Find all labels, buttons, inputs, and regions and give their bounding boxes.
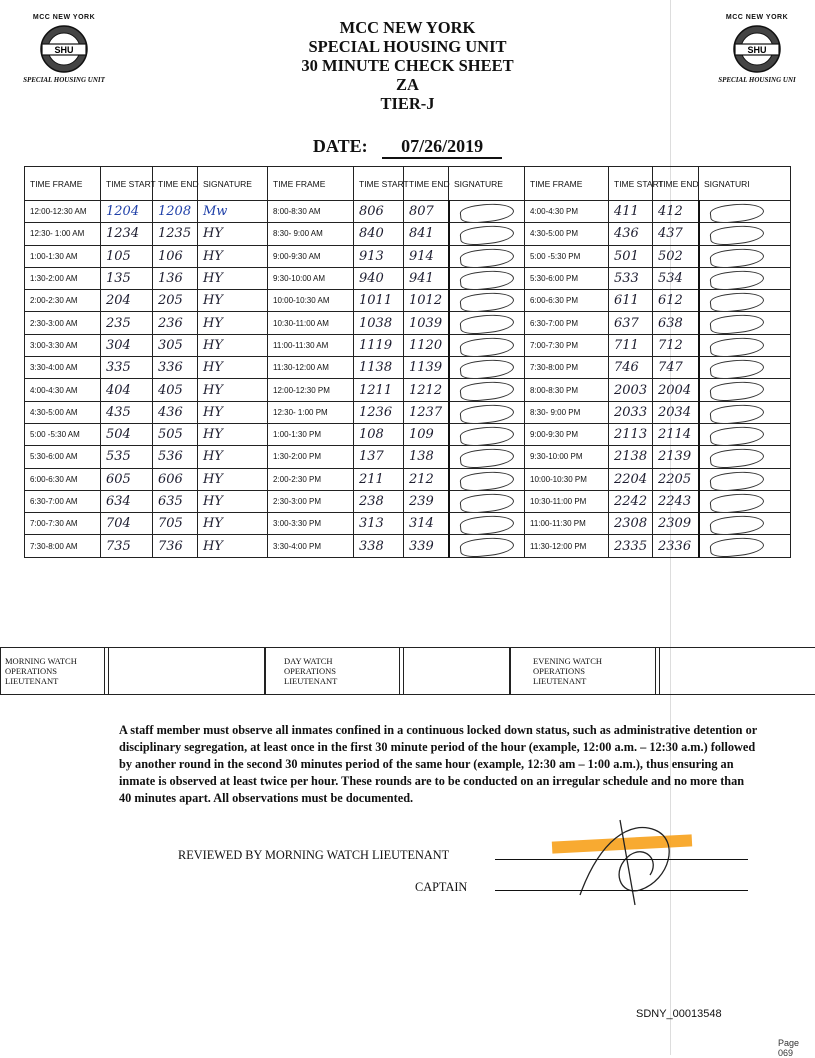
time-frame-cell: 11:30-12:00 PM [525,535,609,557]
time-end-cell: 106 [153,245,198,267]
title-line: 30 MINUTE CHECK SHEET [301,56,514,75]
time-end-cell: 502 [653,245,699,267]
time-start-cell: 135 [101,267,153,289]
header-cell: TIME FRAME [268,167,354,201]
signature-cell: HY [198,379,268,401]
header-cell: SIGNATURE [449,167,525,201]
time-frame-cell: 8:30- 9:00 PM [525,401,609,423]
signature-cell [449,267,525,289]
time-frame-cell: 6:30-7:00 AM [25,490,101,512]
time-start-cell: 335 [101,357,153,379]
time-end-cell: 841 [404,223,449,245]
time-end-cell: 1139 [404,357,449,379]
time-start-cell: 605 [101,468,153,490]
document-title [250,18,565,113]
header-cell: SIGNATURI [699,167,791,201]
policy-paragraph: A staff member must observe all inmates confined in a continuous locked down status, such as administrative detention or disciplinary segregation, at least once in the first 30 minute period of the hour (example, 12:00 a.m. – 12:30 a.m.) followed by another round in the second 30 minutes period of the same hour (example, 12:30 am – 1:00 a.m.), thus ensuring an inmate is observed at least twice per hour. These rounds are to be conducted on an irregular schedule and no more than 40 minutes apart. All observations must be documented. [119,723,757,805]
time-end-cell: 2309 [653,513,699,535]
table-row [25,490,791,512]
time-start-cell: 2308 [609,513,653,535]
signature-cell [699,357,791,379]
time-frame-cell: 9:00-9:30 AM [268,245,354,267]
table-row [25,290,791,312]
watch-label-line: LIEUTENANT [533,676,587,686]
captain-line [495,890,748,891]
header-cell: TIME FRAME [525,167,609,201]
signature-cell: HY [198,223,268,245]
signature-cell: HY [198,423,268,445]
time-end-cell: 505 [153,423,198,445]
table-row [25,535,791,557]
signature-cell: HY [198,513,268,535]
evening-watch-label [533,656,602,686]
signature-cell [449,223,525,245]
title-line: SPECIAL HOUSING UNIT [308,37,507,56]
watch-label-line: LIEUTENANT [284,676,338,686]
time-frame-cell: 6:00-6:30 AM [25,468,101,490]
time-frame-cell: 1:30-2:00 PM [268,446,354,468]
time-start-cell: 2335 [609,535,653,557]
time-frame-cell: 5:00 -5:30 AM [25,423,101,445]
time-start-cell: 313 [354,513,404,535]
watch-label-line: EVENING WATCH [533,656,603,666]
signature-cell [449,535,525,557]
title-line: MCC NEW YORK [339,18,476,37]
time-frame-cell: 2:30-3:00 AM [25,312,101,334]
time-start-cell: 535 [101,446,153,468]
time-end-cell: 305 [153,334,198,356]
table-row [25,423,791,445]
watch-label-line: OPERATIONS [5,666,57,676]
signature-cell [699,490,791,512]
time-end-cell: 2139 [653,446,699,468]
time-frame-cell: 12:00-12:30 AM [25,201,101,223]
time-start-cell: 105 [101,245,153,267]
time-start-cell: 1138 [354,357,404,379]
time-start-cell: 501 [609,245,653,267]
time-start-cell: 137 [354,446,404,468]
time-start-cell: 211 [354,468,404,490]
signature-cell [449,468,525,490]
signature-cell [449,290,525,312]
time-frame-cell: 6:30-7:00 PM [525,312,609,334]
time-start-cell: 108 [354,423,404,445]
time-end-cell: 1208 [153,201,198,223]
morning-watch-box [0,647,265,695]
signature-cell [449,201,525,223]
time-end-cell: 138 [404,446,449,468]
time-frame-cell: 5:00 -5:30 PM [525,245,609,267]
date-row [0,136,815,159]
signature-cell [449,446,525,468]
header-cell: TIME END [404,167,449,201]
time-frame-cell: 8:00-8:30 PM [525,379,609,401]
time-frame-cell: 4:00-4:30 AM [25,379,101,401]
shu-seal-icon [729,24,785,74]
time-frame-cell: 12:00-12:30 PM [268,379,354,401]
signature-cell: HY [198,312,268,334]
signature-cell [699,267,791,289]
time-frame-cell: 3:30-4:00 PM [268,535,354,557]
watch-label-line: LIEUTENANT [5,676,59,686]
time-frame-cell: 10:30-11:00 AM [268,312,354,334]
time-start-cell: 637 [609,312,653,334]
logo-left [14,14,114,84]
time-start-cell: 1234 [101,223,153,245]
time-end-cell: 236 [153,312,198,334]
time-end-cell: 712 [653,334,699,356]
logo-right [707,14,807,84]
page-number: Page 069 [778,1038,800,1058]
time-start-cell: 735 [101,535,153,557]
captain-label: CAPTAIN [415,880,468,894]
time-end-cell: 405 [153,379,198,401]
time-end-cell: 2004 [653,379,699,401]
signature-cell: HY [198,334,268,356]
table-row [25,401,791,423]
logo-left-top-text: MCC NEW YORK [32,14,96,21]
time-frame-cell: 1:00-1:30 AM [25,245,101,267]
time-end-cell: 705 [153,513,198,535]
signature-cell: HY [198,446,268,468]
bates-number: SDNY_00013548 [636,1008,722,1020]
signature-cell: HY [198,535,268,557]
time-end-cell: 436 [153,401,198,423]
time-start-cell: 504 [101,423,153,445]
evening-watch-signature [655,648,815,694]
signature-cell: HY [198,245,268,267]
signature-cell [699,334,791,356]
check-sheet-table [24,166,791,558]
time-frame-cell: 9:00-9:30 PM [525,423,609,445]
reviewed-by-label: REVIEWED BY MORNING WATCH LIEUTENANT [178,848,450,862]
time-end-cell: 2336 [653,535,699,557]
time-frame-cell: 3:30-4:00 AM [25,357,101,379]
time-frame-cell: 1:30-2:00 AM [25,267,101,289]
morning-watch-label [5,656,77,686]
time-end-cell: 606 [153,468,198,490]
time-end-cell: 339 [404,535,449,557]
signature-cell [699,535,791,557]
signature-cell [449,490,525,512]
time-end-cell: 109 [404,423,449,445]
header-cell: TIME END [653,167,699,201]
svg-text:SHU: SHU [747,45,767,55]
time-frame-cell: 5:30-6:00 AM [25,446,101,468]
day-watch-box [265,647,510,695]
time-frame-cell: 2:30-3:00 PM [268,490,354,512]
table-row [25,267,791,289]
time-frame-cell: 9:30-10:00 PM [525,446,609,468]
time-frame-cell: 7:30-8:00 PM [525,357,609,379]
signature-cell: HY [198,357,268,379]
signature-cell [699,468,791,490]
time-frame-cell: 5:30-6:00 PM [525,267,609,289]
time-frame-cell: 7:00-7:30 PM [525,334,609,356]
logo-left-bottom-text: SPECIAL HOUSING UNIT [23,76,105,84]
time-end-cell: 2114 [653,423,699,445]
time-end-cell: 1120 [404,334,449,356]
time-end-cell: 1012 [404,290,449,312]
time-end-cell: 437 [653,223,699,245]
morning-watch-signature [104,648,264,694]
time-end-cell: 612 [653,290,699,312]
time-end-cell: 2243 [653,490,699,512]
time-end-cell: 807 [404,201,449,223]
time-frame-cell: 2:00-2:30 PM [268,468,354,490]
time-start-cell: 2242 [609,490,653,512]
time-start-cell: 1038 [354,312,404,334]
table-row [25,446,791,468]
time-end-cell: 1039 [404,312,449,334]
time-start-cell: 2033 [609,401,653,423]
signature-cell [699,312,791,334]
time-start-cell: 204 [101,290,153,312]
time-frame-cell: 12:30- 1:00 AM [25,223,101,245]
time-end-cell: 1235 [153,223,198,245]
signature-cell [449,357,525,379]
time-end-cell: 212 [404,468,449,490]
time-frame-cell: 3:00-3:30 PM [268,513,354,535]
table-row [25,245,791,267]
time-frame-cell: 4:00-4:30 PM [525,201,609,223]
signature-cell [449,513,525,535]
table-row [25,513,791,535]
time-start-cell: 238 [354,490,404,512]
signature-cell [699,201,791,223]
time-start-cell: 304 [101,334,153,356]
logo-right-top-text: MCC NEW YORK [725,14,789,21]
time-end-cell: 2034 [653,401,699,423]
signature-cell: HY [198,290,268,312]
signature-cell [699,379,791,401]
time-start-cell: 1236 [354,401,404,423]
time-end-cell: 536 [153,446,198,468]
table-row [25,468,791,490]
header-cell: TIME START [609,167,653,201]
signature-cell: HY [198,267,268,289]
signature-cell [699,513,791,535]
day-watch-signature [399,648,509,694]
signature-cell [699,290,791,312]
time-start-cell: 235 [101,312,153,334]
evening-watch-box [510,647,815,695]
time-frame-cell: 4:30-5:00 PM [525,223,609,245]
time-end-cell: 205 [153,290,198,312]
watch-label-line: DAY WATCH [284,656,333,666]
signature-cell [699,245,791,267]
table-row [25,201,791,223]
time-start-cell: 533 [609,267,653,289]
title-line: TIER-J [380,94,435,113]
signature-cell [699,401,791,423]
captain-signature-scribble [560,800,690,910]
signature-cell [449,401,525,423]
table-header-row [25,167,791,201]
time-start-cell: 634 [101,490,153,512]
svg-text:SHU: SHU [54,45,74,55]
title-line: ZA [396,75,419,94]
time-frame-cell: 12:30- 1:00 PM [268,401,354,423]
time-start-cell: 806 [354,201,404,223]
time-end-cell: 2205 [653,468,699,490]
time-start-cell: 1211 [354,379,404,401]
time-start-cell: 2113 [609,423,653,445]
time-start-cell: 840 [354,223,404,245]
signature-cell: HY [198,401,268,423]
time-frame-cell: 10:00-10:30 AM [268,290,354,312]
signature-cell [699,223,791,245]
time-end-cell: 412 [653,201,699,223]
time-end-cell: 136 [153,267,198,289]
signature-cell [699,446,791,468]
time-start-cell: 2138 [609,446,653,468]
header-cell: TIME FRAME [25,167,101,201]
header-cell: TIME START [354,167,404,201]
date-value: 07/26/2019 [382,136,502,159]
date-label: DATE: [312,136,368,156]
time-end-cell: 747 [653,357,699,379]
signature-cell [449,334,525,356]
time-end-cell: 534 [653,267,699,289]
time-frame-cell: 6:00-6:30 PM [525,290,609,312]
signature-cell [449,312,525,334]
time-frame-cell: 1:00-1:30 PM [268,423,354,445]
time-start-cell: 1119 [354,334,404,356]
time-end-cell: 336 [153,357,198,379]
time-start-cell: 711 [609,334,653,356]
time-end-cell: 314 [404,513,449,535]
time-frame-cell: 8:30- 9:00 AM [268,223,354,245]
time-start-cell: 746 [609,357,653,379]
time-frame-cell: 11:00-11:30 PM [525,513,609,535]
time-frame-cell: 3:00-3:30 AM [25,334,101,356]
time-start-cell: 2204 [609,468,653,490]
time-start-cell: 435 [101,401,153,423]
shu-seal-icon [36,24,92,74]
time-start-cell: 404 [101,379,153,401]
watch-label-line: MORNING WATCH [5,656,77,666]
reviewed-by-line [495,859,748,860]
time-end-cell: 941 [404,267,449,289]
watch-label-line: OPERATIONS [533,666,585,676]
day-watch-label [284,656,337,686]
time-frame-cell: 11:00-11:30 AM [268,334,354,356]
time-frame-cell: 10:00-10:30 PM [525,468,609,490]
time-start-cell: 1204 [101,201,153,223]
time-frame-cell: 4:30-5:00 AM [25,401,101,423]
time-end-cell: 1237 [404,401,449,423]
time-frame-cell: 11:30-12:00 AM [268,357,354,379]
time-frame-cell: 2:00-2:30 AM [25,290,101,312]
time-end-cell: 239 [404,490,449,512]
signature-cell [449,245,525,267]
header-cell: TIME END [153,167,198,201]
watch-label-line: OPERATIONS [284,666,336,676]
time-end-cell: 638 [653,312,699,334]
table-row [25,334,791,356]
signature-cell: HY [198,468,268,490]
time-start-cell: 704 [101,513,153,535]
time-start-cell: 611 [609,290,653,312]
time-start-cell: 940 [354,267,404,289]
time-frame-cell: 10:30-11:00 PM [525,490,609,512]
time-start-cell: 913 [354,245,404,267]
signature-cell [699,423,791,445]
time-start-cell: 2003 [609,379,653,401]
signature-cell [449,379,525,401]
header-cell: SIGNATURE [198,167,268,201]
table-row [25,357,791,379]
table-row [25,379,791,401]
signature-cell: Mw [198,201,268,223]
signature-cell: HY [198,490,268,512]
time-end-cell: 635 [153,490,198,512]
time-start-cell: 338 [354,535,404,557]
signature-cell [449,423,525,445]
time-end-cell: 914 [404,245,449,267]
time-end-cell: 736 [153,535,198,557]
time-start-cell: 436 [609,223,653,245]
time-frame-cell: 8:00-8:30 AM [268,201,354,223]
time-frame-cell: 7:00-7:30 AM [25,513,101,535]
header-cell: TIME START [101,167,153,201]
time-start-cell: 1011 [354,290,404,312]
time-start-cell: 411 [609,201,653,223]
logo-right-bottom-text: SPECIAL HOUSING UNI [718,76,796,84]
table-row [25,312,791,334]
time-frame-cell: 7:30-8:00 AM [25,535,101,557]
time-frame-cell: 9:30-10:00 AM [268,267,354,289]
table-row [25,223,791,245]
time-end-cell: 1212 [404,379,449,401]
